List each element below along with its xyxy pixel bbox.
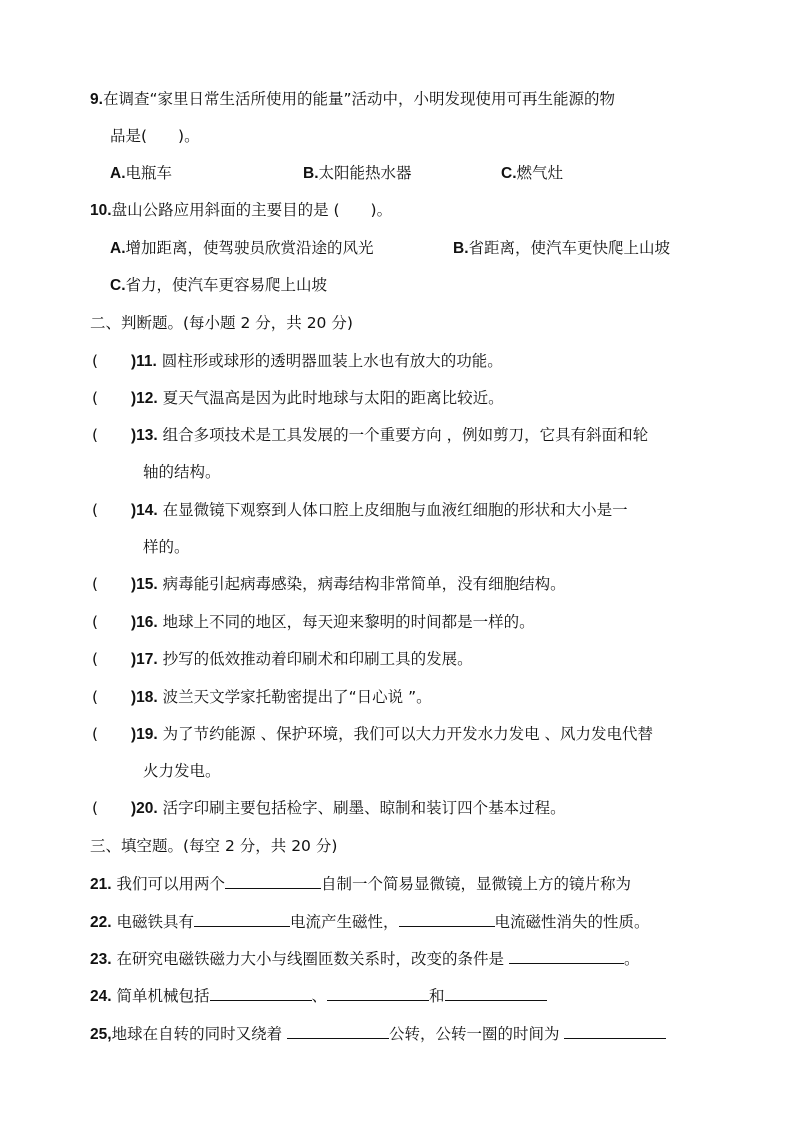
- option-c: C.燃气灶: [501, 164, 564, 182]
- answer-blank[interactable]: [194, 911, 290, 927]
- fill-item-23: 23. 在研究电磁铁磁力大小与线圈匝数关系时，改变的条件是 。: [90, 950, 640, 968]
- answer-blank[interactable]: [564, 1023, 666, 1039]
- question-text: 在调查“家里日常生活所使用的能量”活动中，小明发现使用可再生能源的物: [102, 90, 615, 108]
- question-number: 10.: [90, 202, 112, 219]
- option-c: C.省力，使汽车更容易爬上山坡: [110, 276, 328, 294]
- answer-blank[interactable]: [210, 985, 312, 1001]
- option-b: B.省距离，使汽车更快爬上山坡: [453, 239, 671, 257]
- judge-item-16: )16. 地球上不同的地区，每天迎来黎明的时间都是一样的。: [131, 613, 535, 631]
- question-10: [90, 200, 392, 221]
- question-text: 盘山公路应用斜面的主要目的是 ( )。: [111, 201, 393, 219]
- judge-paren: (: [92, 613, 99, 631]
- fill-item-24: 24. 简单机械包括 、 和: [90, 985, 547, 1007]
- judge-item-19-continuation: 火力发电。: [143, 762, 221, 780]
- judge-paren: (: [92, 501, 99, 519]
- option-b: B.太阳能热水器: [303, 164, 412, 182]
- question-9-continuation: 品是( )。: [110, 127, 200, 145]
- judge-item-15: )15. 病毒能引起病毒感染，病毒结构非常简单，没有细胞结构。: [131, 575, 566, 593]
- judge-item-19: )19. 为了节约能源 、保护环境，我们可以大力开发水力发电 、风力发电代替: [131, 725, 654, 743]
- judge-item-20: )20. 活字印刷主要包括检字、刷墨、晾制和装订四个基本过程。: [131, 799, 566, 817]
- fill-item-25: 25,地球在自转的同时又绕着 公转，公转一圈的时间为: [90, 1023, 666, 1045]
- judge-paren: (: [92, 688, 99, 706]
- judge-item-14: )14. 在显微镜下观察到人体口腔上皮细胞与血液红细胞的形状和大小是一: [131, 501, 628, 519]
- answer-blank[interactable]: [509, 948, 624, 964]
- answer-blank[interactable]: [399, 911, 495, 927]
- judge-item-13: )13. 组合多项技术是工具发展的一个重要方向 ，例如剪刀，它具有斜面和轮: [131, 426, 649, 444]
- answer-blank[interactable]: [327, 985, 429, 1001]
- section-2-title: 二、判断题。(每小题 2 分，共 20 分): [90, 314, 353, 332]
- section-3-title: 三、填空题。(每空 2 分，共 20 分): [90, 837, 338, 855]
- judge-paren: (: [92, 725, 99, 743]
- judge-item-18: )18. 波兰天文学家托勒密提出了“日心说 ”。: [131, 688, 432, 706]
- judge-item-11: )11. 圆柱形或球形的透明器皿装上水也有放大的功能。: [131, 352, 503, 370]
- answer-blank[interactable]: [287, 1023, 389, 1039]
- judge-paren: (: [92, 426, 99, 444]
- judge-item-12: )12. 夏天气温高是因为此时地球与太阳的距离比较近。: [131, 389, 504, 407]
- judge-paren: (: [92, 799, 99, 817]
- judge-paren: (: [92, 650, 99, 668]
- judge-item-14-continuation: 样的。: [143, 538, 190, 556]
- judge-item-13-continuation: 轴的结构。: [143, 463, 221, 481]
- judge-paren: (: [92, 352, 99, 370]
- judge-paren: (: [92, 389, 99, 407]
- answer-blank[interactable]: [445, 985, 547, 1001]
- judge-item-17: )17. 抄写的低效推动着印刷术和印刷工具的发展。: [131, 650, 473, 668]
- answer-blank[interactable]: [225, 873, 321, 889]
- option-a: A.电瓶车: [110, 164, 173, 182]
- question-number: 9.: [90, 91, 103, 108]
- judge-paren: (: [92, 575, 99, 593]
- question-9: [90, 89, 615, 110]
- fill-item-21: 21. 我们可以用两个 自制一个简易显微镜，显微镜上方的镜片称为: [90, 875, 632, 893]
- option-a: A.增加距离，使驾驶员欣赏沿途的风光: [110, 239, 374, 257]
- fill-item-22: 22. 电磁铁具有 电流产生磁性， 电流磁性消失的性质。: [90, 913, 650, 931]
